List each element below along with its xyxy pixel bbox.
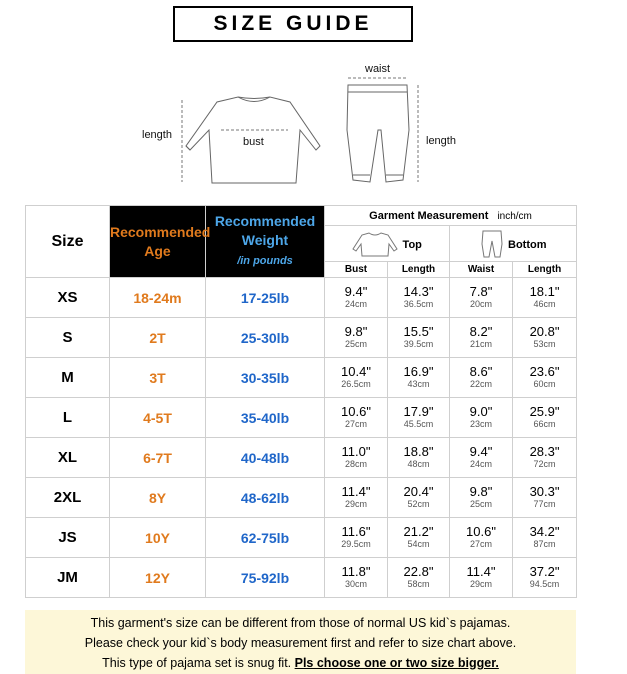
top-length-cell-inches: 22.8" [403, 563, 434, 579]
top-length-cell [388, 518, 450, 558]
waist-cell-inches: 8.6" [469, 363, 493, 379]
age-header [110, 206, 211, 278]
bust-cell-cm: 25cm [344, 338, 367, 349]
size-guide-title [173, 6, 413, 42]
bottom-length-cell-cm: 87cm [533, 538, 556, 549]
table-row [26, 278, 577, 318]
waist-cell-cm: 20cm [469, 298, 492, 309]
bottom-length-cell-inches: 20.8" [529, 323, 560, 339]
bottom-length-cell [513, 278, 577, 318]
top-length-cell-inches: 16.9" [403, 363, 434, 379]
bottom-label: Bottom [508, 238, 547, 251]
bust-cell-inches: 10.6" [341, 403, 371, 419]
top-length-cell [388, 558, 450, 598]
note-line-2: Please check your kid`s body measurement first and refer to size chart above. [84, 636, 517, 650]
waist-cell [450, 318, 513, 358]
bottom-length-cell-cm: 46cm [533, 298, 556, 309]
bust-cell-inches: 11.0" [341, 443, 371, 459]
waist-column-header: Waist [450, 262, 513, 278]
size-cell: S [26, 318, 110, 358]
note-line-3-plain: This type of pajama set is snug fit. [102, 656, 292, 670]
shirt-bust-label: bust [243, 136, 264, 148]
bust-cell-cm: 28cm [344, 458, 367, 469]
top-length-cell-inches: 21.2" [403, 523, 434, 539]
bottom-length-cell-cm: 72cm [533, 458, 556, 469]
bottom-length-cell [513, 438, 577, 478]
bottom-length-cell-cm: 53cm [533, 338, 556, 349]
note-line-1: This garment's size can be different from those of normal US kid`s pajamas. [90, 616, 511, 630]
size-cell: XS [26, 278, 110, 318]
waist-cell [450, 358, 513, 398]
weight-cell: 17-25lb [206, 278, 325, 318]
table-row [26, 318, 577, 358]
pants-length-label: length [426, 135, 456, 147]
size-cell: M [26, 358, 110, 398]
top-length-cell [388, 318, 450, 358]
top-length-cell-cm: 48cm [407, 458, 430, 469]
bust-cell [325, 358, 388, 398]
top-length-cell-inches: 20.4" [403, 483, 434, 499]
top-length-column-header: Length [388, 262, 450, 278]
bust-cell-inches: 9.4" [344, 283, 368, 299]
bottom-length-cell-inches: 23.6" [529, 363, 560, 379]
top-length-cell-cm: 45.5cm [403, 418, 434, 429]
weight-header-sub: /in pounds [237, 255, 293, 267]
weight-cell: 40-48lb [206, 438, 325, 478]
top-length-cell-cm: 43cm [407, 378, 430, 389]
bottom-length-cell-inches: 37.2" [529, 563, 560, 579]
bust-cell [325, 478, 388, 518]
bust-cell [325, 558, 388, 598]
bust-cell-inches: 11.8" [341, 563, 371, 579]
bottom-length-cell-cm: 77cm [533, 498, 556, 509]
bust-cell [325, 398, 388, 438]
age-header-text: Recommended Age [110, 223, 211, 259]
waist-cell-inches: 8.2" [469, 323, 493, 339]
bust-cell-inches: 11.4" [341, 483, 371, 499]
top-length-cell-inches: 14.3" [403, 283, 434, 299]
waist-cell-inches: 9.0" [469, 403, 493, 419]
note-line-3-emphasis: Pls choose one or two size bigger. [294, 656, 499, 670]
bust-cell-cm: 27cm [344, 418, 367, 429]
bust-cell-inches: 10.4" [341, 363, 371, 379]
garment-illustration [0, 50, 627, 200]
bottom-length-cell [513, 518, 577, 558]
weight-cell: 62-75lb [206, 518, 325, 558]
bust-cell [325, 318, 388, 358]
bottom-length-cell [513, 478, 577, 518]
table-row [26, 398, 577, 438]
bottom-length-cell [513, 318, 577, 358]
size-cell: XL [26, 438, 110, 478]
bottom-length-column-header: Length [513, 262, 577, 278]
waist-cell-inches: 9.4" [469, 443, 493, 459]
size-cell: JM [26, 558, 110, 598]
waist-cell [450, 398, 513, 438]
bust-cell-cm: 29.5cm [341, 538, 371, 549]
bottom-length-cell-inches: 18.1" [529, 283, 560, 299]
table-row [26, 558, 577, 598]
bottom-length-cell-inches: 25.9" [529, 403, 560, 419]
waist-cell-inches: 10.6" [466, 523, 496, 539]
weight-cell: 35-40lb [206, 398, 325, 438]
shirt-icon [352, 231, 398, 257]
top-length-cell-inches: 18.8" [403, 443, 434, 459]
waist-cell-inches: 7.8" [469, 283, 493, 299]
pants-drawing [347, 85, 409, 182]
weight-header [206, 206, 325, 278]
weight-header-text: Recommended Weight [214, 213, 316, 248]
bust-column-header: Bust [325, 262, 388, 278]
table-row [26, 478, 577, 518]
bottom-length-cell-cm: 94.5cm [529, 578, 560, 589]
bust-cell-inches: 11.6" [341, 523, 371, 539]
bust-cell-cm: 26.5cm [341, 378, 371, 389]
bottom-length-cell-inches: 30.3" [529, 483, 560, 499]
waist-cell-cm: 27cm [469, 538, 492, 549]
top-length-cell-cm: 36.5cm [403, 298, 434, 309]
top-length-cell-inches: 17.9" [403, 403, 434, 419]
age-cell: 6-7T [110, 438, 206, 478]
weight-cell: 48-62lb [206, 478, 325, 518]
bottom-length-cell-cm: 66cm [533, 418, 556, 429]
waist-cell-cm: 23cm [469, 418, 492, 429]
shirt-length-label: length [142, 129, 172, 141]
garment-measurement-header [325, 206, 577, 226]
waist-cell-cm: 29cm [469, 578, 492, 589]
top-length-cell-cm: 39.5cm [403, 338, 434, 349]
pants-icon [480, 230, 504, 258]
top-length-cell-cm: 54cm [407, 538, 430, 549]
size-table [25, 205, 577, 598]
bust-cell [325, 278, 388, 318]
bust-cell [325, 438, 388, 478]
title-text: SIZE GUIDE [213, 12, 373, 35]
age-cell: 8Y [110, 478, 206, 518]
age-cell: 12Y [110, 558, 206, 598]
fit-note [25, 610, 576, 674]
top-length-cell-cm: 52cm [407, 498, 430, 509]
waist-cell [450, 558, 513, 598]
top-group-header [325, 226, 450, 262]
waist-cell-cm: 22cm [469, 378, 492, 389]
bust-cell [325, 518, 388, 558]
bottom-length-cell-inches: 34.2" [529, 523, 560, 539]
top-length-cell [388, 278, 450, 318]
waist-cell-cm: 21cm [469, 338, 492, 349]
garment-diagram [0, 50, 627, 200]
weight-cell: 25-30lb [206, 318, 325, 358]
note-line-3 [25, 653, 576, 673]
waist-cell-cm: 25cm [469, 498, 492, 509]
table-row [26, 518, 577, 558]
age-cell: 2T [110, 318, 206, 358]
top-label: Top [402, 238, 422, 251]
bust-cell-inches: 9.8" [344, 323, 368, 339]
size-header: Size [26, 206, 110, 278]
garment-unit: inch/cm [497, 210, 532, 222]
bottom-length-cell-cm: 60cm [533, 378, 556, 389]
top-length-cell-cm: 58cm [407, 578, 430, 589]
age-cell: 4-5T [110, 398, 206, 438]
age-cell: 18-24m [110, 278, 206, 318]
waist-cell [450, 478, 513, 518]
table-row [26, 358, 577, 398]
size-cell: L [26, 398, 110, 438]
size-cell: 2XL [26, 478, 110, 518]
bottom-length-cell-inches: 28.3" [529, 443, 560, 459]
table-row [26, 438, 577, 478]
age-cell: 3T [110, 358, 206, 398]
garment-measurement-title: Garment Measurement [369, 209, 489, 222]
weight-cell: 30-35lb [206, 358, 325, 398]
top-length-cell [388, 478, 450, 518]
waist-cell [450, 278, 513, 318]
weight-cell: 75-92lb [206, 558, 325, 598]
bust-cell-cm: 29cm [344, 498, 367, 509]
waist-cell-inches: 11.4" [466, 563, 496, 579]
top-length-cell-inches: 15.5" [403, 323, 434, 339]
age-cell: 10Y [110, 518, 206, 558]
bottom-length-cell [513, 358, 577, 398]
pants-waist-label: waist [365, 63, 391, 75]
waist-cell-inches: 9.8" [469, 483, 493, 499]
bust-cell-cm: 24cm [344, 298, 367, 309]
size-cell: JS [26, 518, 110, 558]
waist-cell [450, 518, 513, 558]
waist-cell [450, 438, 513, 478]
waist-cell-cm: 24cm [469, 458, 492, 469]
bottom-group-header [450, 226, 577, 262]
top-length-cell [388, 398, 450, 438]
bottom-length-cell [513, 398, 577, 438]
bust-cell-cm: 30cm [344, 578, 367, 589]
top-length-cell [388, 358, 450, 398]
bottom-length-cell [513, 558, 577, 598]
top-length-cell [388, 438, 450, 478]
